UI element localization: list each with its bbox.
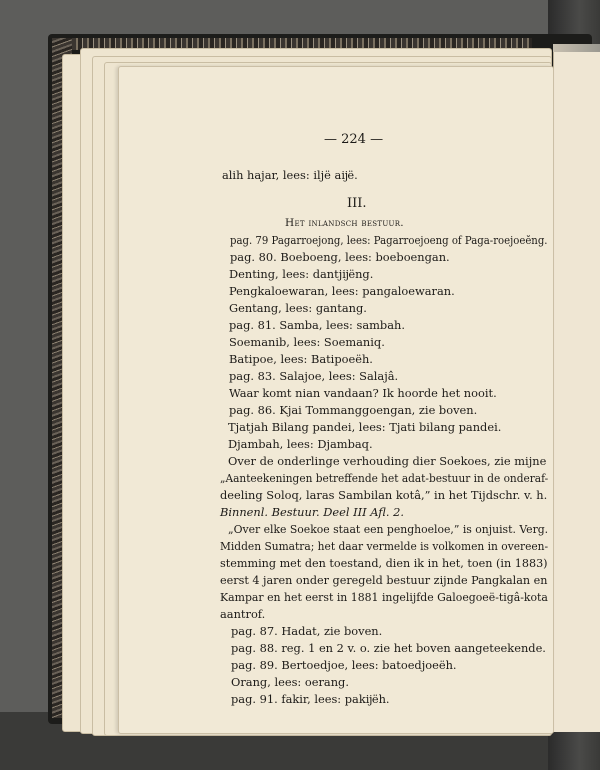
text-line: pag. 79 Pagarroejong, lees: Pagarroejoeng of Paga-roejoeĕng.	[230, 233, 548, 247]
text-line: pag. 81. Samba, lees: sambah.	[229, 318, 405, 332]
text-line: Kampar en het eerst in 1881 ingelijfde Galoegoeë-tigâ-kota	[220, 590, 548, 604]
section-numeral: III.	[347, 196, 367, 211]
text-line: Gentang, lees: gantang.	[229, 301, 367, 315]
text-line: Djambah, lees: Djambaq.	[228, 437, 373, 451]
text-line: pag. 88. reg. 1 en 2 v. o. zie het boven aangeteekende.	[231, 641, 546, 655]
text-line: pag. 87. Hadat, zie boven.	[231, 624, 383, 638]
text-line: Orang, lees: oerang.	[231, 675, 349, 689]
text-line: deeling Soloq, laras Sambilan kotâ,” in het Tijdschr. v. h.	[220, 488, 548, 502]
intro-line: alih hajar, lees: iljë aĳë.	[222, 168, 358, 182]
text-line: stemming met den toestand, dien ik in het, toen (in 1883)	[220, 556, 548, 570]
text-line: „Aanteekeningen betreffende het adat-bestuur in de onderaf-	[220, 471, 549, 485]
text-line: Tjatjah Bilang pandei, lees: Tjati bilang pandei.	[228, 420, 502, 434]
text-line: Over de onderlinge verhouding dier Soekoes, zie mijne	[228, 454, 547, 468]
text-line: Batipoe, lees: Batipoeëh.	[229, 352, 373, 366]
text-line: Pengkaloewaran, lees: pangaloewaran.	[229, 284, 455, 298]
text-line: pag. 83. Salajoe, lees: Salajâ.	[229, 369, 399, 383]
section-heading: Het inlandsch bestuur.	[285, 217, 404, 229]
right-page	[553, 52, 600, 732]
text-line: Midden Sumatra; het daar vermelde is volkomen in overeen-	[220, 539, 549, 553]
text-line: „Over elke Soekoe staat een penghoeloe,” is onjuist. Verg.	[228, 522, 549, 536]
page-number: — 224 —	[324, 132, 384, 147]
text-line: pag. 89. Bertoedjoe, lees: batoedjoeëh.	[231, 658, 457, 672]
text-line: eerst 4 jaren onder geregeld bestuur zijnde Pangkalan en	[220, 573, 548, 587]
text-line: aantrof.	[220, 607, 266, 621]
text-line: Waar komt nian vandaan? Ik hoorde het nooit.	[229, 386, 497, 400]
text-line: pag. 80. Boeboeng, lees: boeboengan.	[230, 250, 450, 264]
text-line: Denting, lees: dantjĳëng.	[229, 267, 374, 281]
text-line: Soemanib, lees: Soemaniq.	[229, 335, 385, 349]
text-line: pag. 86. Kjai Tommanggoengan, zie boven.	[229, 403, 478, 417]
text-line: pag. 91. fakir, lees: pakĳëh.	[231, 692, 390, 706]
text-line: Binnenl. Bestuur. Deel III Afl. 2.	[220, 505, 405, 519]
